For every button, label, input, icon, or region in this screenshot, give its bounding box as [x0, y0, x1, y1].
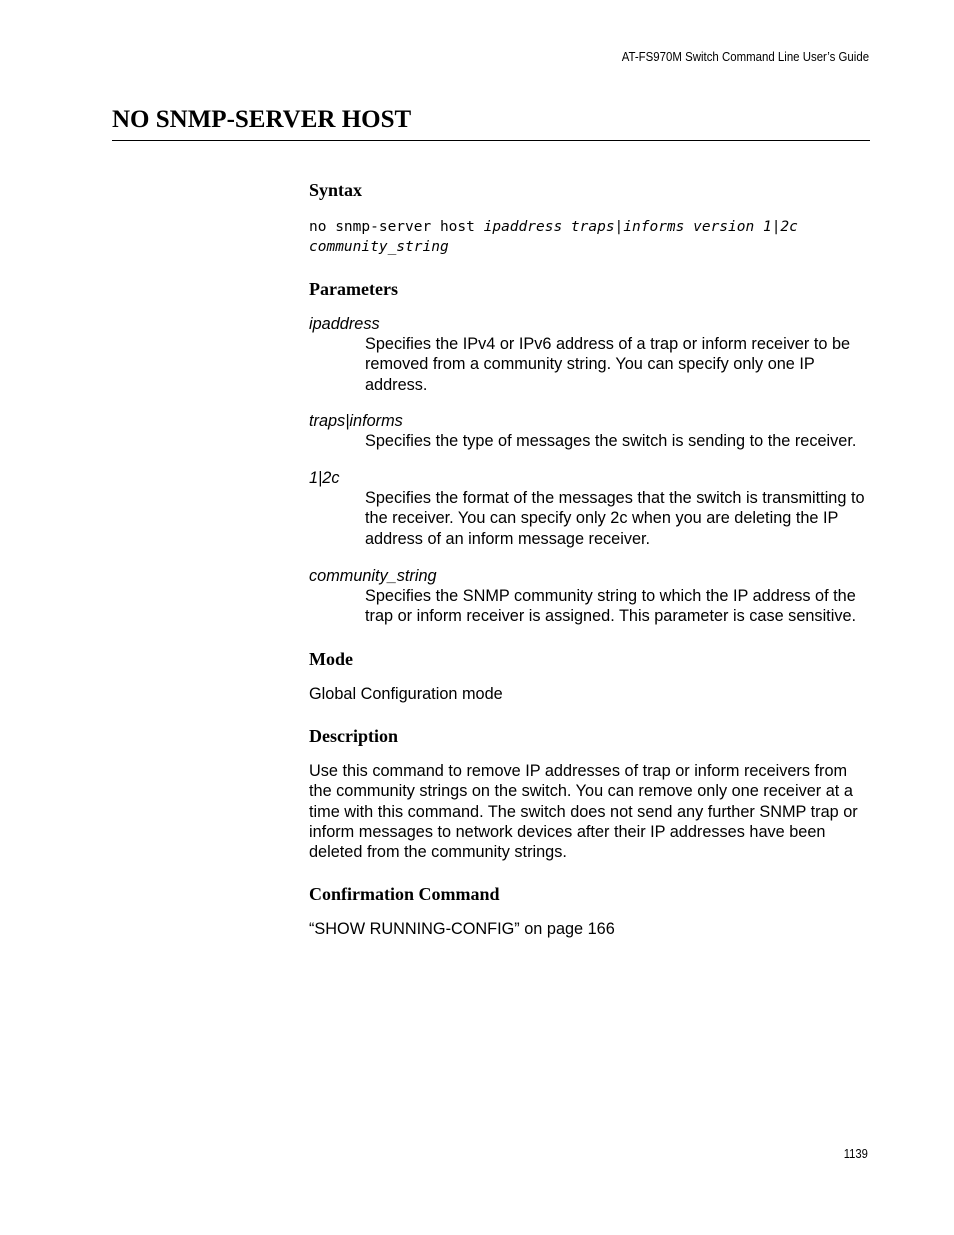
page-title: NO SNMP-SERVER HOST [112, 106, 412, 133]
param-traps-informs [309, 411, 870, 451]
confirmation-heading: Confirmation Command [309, 884, 500, 905]
mode-text: Global Configuration mode [309, 684, 503, 703]
param-version [309, 468, 870, 549]
param-community-string [309, 566, 870, 627]
param-term: 1|2c [309, 469, 340, 488]
param-description: Specifies the format of the messages that the switch is transmitting to the receiver. You can specify only 2c when you are deleting the IP address of an inform message receiver. [365, 489, 865, 548]
mode-heading: Mode [309, 648, 353, 669]
title-rule [112, 140, 870, 141]
running-header: AT-FS970M Switch Command Line User’s Guide [621, 49, 869, 64]
description-heading: Description [309, 725, 398, 746]
syntax-args-line1: ipaddress traps|informs version 1|2c [483, 219, 798, 235]
param-description: Specifies the IPv4 or IPv6 address of a trap or inform receiver to be removed from a community string. You can specify only one IP address. [365, 335, 851, 394]
syntax-block [309, 218, 870, 257]
syntax-heading: Syntax [309, 180, 363, 200]
param-term: community_string [309, 567, 437, 586]
syntax-command: no snmp-server host [309, 219, 484, 235]
description-text: Use this command to remove IP addresses of trap or inform receivers from the community strings on the switch. You can remove only one receiver at a time with this command. The switch does not send any further SNMP trap or inform messages to network devices after their IP addresses have been deleted from the community strings. [309, 761, 858, 862]
param-ipaddress [309, 314, 870, 395]
param-description: Specifies the SNMP community string to which the IP address of the trap or inform receiver is assigned. This parameter is case sensitive. [365, 587, 857, 626]
page-number: 1139 [843, 1147, 868, 1161]
parameters-heading: Parameters [309, 279, 398, 299]
param-description: Specifies the type of messages the switch is sending to the receiver. [365, 431, 857, 450]
syntax-args-line2: community_string [309, 238, 449, 255]
param-term: ipaddress [309, 315, 380, 333]
content [309, 177, 870, 940]
confirmation-link[interactable]: “SHOW RUNNING-CONFIG” on page 166 [309, 920, 615, 939]
param-term: traps|informs [309, 411, 403, 430]
